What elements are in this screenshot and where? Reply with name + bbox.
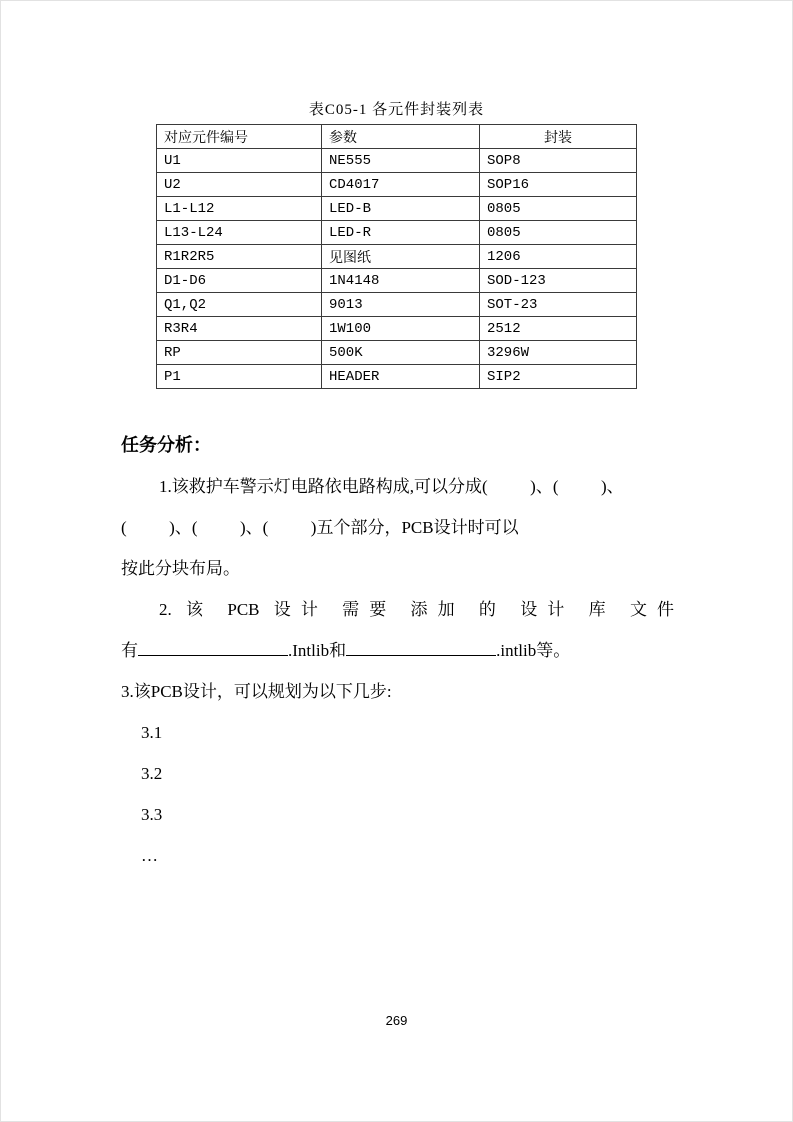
table-cell: 1N4148 xyxy=(322,269,480,293)
table-cell: 3296W xyxy=(480,341,637,365)
paragraph-1-line-1: 1.该救护车警示灯电路依电路构成,可以分成( )、( )、 xyxy=(159,477,624,496)
paragraph-2-line-2 xyxy=(121,630,674,671)
table-cell: SOT-23 xyxy=(480,293,637,317)
table-cell: LED-B xyxy=(322,197,480,221)
table-cell: P1 xyxy=(157,365,322,389)
table-cell: 2512 xyxy=(480,317,637,341)
table-cell: U1 xyxy=(157,149,322,173)
table-cell: L1-L12 xyxy=(157,197,322,221)
table-cell: 0805 xyxy=(480,197,637,221)
table-row xyxy=(157,317,637,341)
table-cell: 1206 xyxy=(480,245,637,269)
table-cell: 1W100 xyxy=(322,317,480,341)
table-cell: Q1,Q2 xyxy=(157,293,322,317)
paragraph-3: 3.该PCB设计，可以规划为以下几步: xyxy=(121,682,392,701)
table-row xyxy=(157,341,637,365)
col-header-package: 封装 xyxy=(480,125,637,149)
page-number: 269 xyxy=(385,1013,408,1028)
paragraph-2-suffix: .intlib等。 xyxy=(496,641,571,660)
table-cell: SOD-123 xyxy=(480,269,637,293)
body-text xyxy=(121,425,674,876)
table-cell: 500K xyxy=(322,341,480,365)
paragraph-2-mid: .Intlib和 xyxy=(288,641,347,660)
col-header-component-id: 对应元件编号 xyxy=(157,125,322,149)
table-cell: D1-D6 xyxy=(157,269,322,293)
table-row xyxy=(157,221,637,245)
paragraph-2-prefix: 有 xyxy=(121,641,138,660)
table-header-row xyxy=(157,125,637,149)
table-cell: 9013 xyxy=(322,293,480,317)
table-cell: R1R2R5 xyxy=(157,245,322,269)
table-row xyxy=(157,269,637,293)
table-cell: HEADER xyxy=(322,365,480,389)
paragraph-2-line-1: 2. 该 PCB 设计 需要 添加 的 设计 库 文件 xyxy=(159,600,674,619)
table-cell: 见图纸 xyxy=(322,245,480,269)
table-cell: LED-R xyxy=(322,221,480,245)
table-cell: L13-L24 xyxy=(157,221,322,245)
section-heading: 任务分析： xyxy=(121,435,211,455)
fill-in-blank-1 xyxy=(138,639,288,656)
component-package-table xyxy=(156,124,637,389)
paragraph-1-line-2: ( )、( )、( )五个部分，PCB设计时可以 xyxy=(121,518,519,537)
step-item-ellipsis: … xyxy=(141,846,158,865)
table-row xyxy=(157,197,637,221)
table-row xyxy=(157,365,637,389)
table-cell: SOP8 xyxy=(480,149,637,173)
col-header-parameter: 参数 xyxy=(322,125,480,149)
table-cell: U2 xyxy=(157,173,322,197)
table-cell: CD4017 xyxy=(322,173,480,197)
table-cell: SIP2 xyxy=(480,365,637,389)
paragraph-1-line-3: 按此分块布局。 xyxy=(121,559,240,578)
table-row xyxy=(157,173,637,197)
table-body xyxy=(157,149,637,389)
table-cell: R3R4 xyxy=(157,317,322,341)
table-cell: SOP16 xyxy=(480,173,637,197)
step-item-3: 3.3 xyxy=(141,805,163,824)
fill-in-blank-2 xyxy=(346,639,496,656)
table-row xyxy=(157,149,637,173)
table-cell: RP xyxy=(157,341,322,365)
step-item-2: 3.2 xyxy=(141,764,163,783)
table-row xyxy=(157,245,637,269)
table-row xyxy=(157,293,637,317)
table-cell: 0805 xyxy=(480,221,637,245)
step-item-1: 3.1 xyxy=(141,723,163,742)
table-cell: NE555 xyxy=(322,149,480,173)
table-title: 表C05-1 各元件封装列表 xyxy=(308,102,485,118)
